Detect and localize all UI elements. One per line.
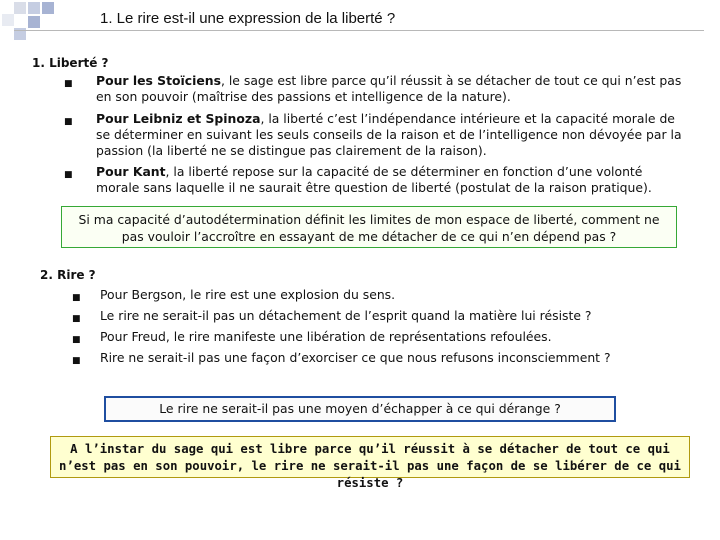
item-bold: Pour Kant [96,164,166,179]
section2-question-box: Le rire ne serait-il pas une moyen d’échapper à ce qui dérange ? [104,396,616,422]
bullet-icon: ■ [72,335,81,345]
section1-item-text [96,73,684,105]
deco-square [14,2,26,14]
title-underline [14,30,704,31]
section2-item-text: Le rire ne serait-il pas un détachement de l’esprit quand la matière lui résiste ? [100,308,592,323]
section2-item-text: Pour Freud, le rire manifeste une libération de représentations refoulées. [100,329,552,344]
bullet-icon: ■ [64,170,73,180]
deco-square [42,2,54,14]
section2-heading: 2. Rire ? [40,268,96,282]
section1-question-box: Si ma capacité d’autodétermination définit les limites de mon espace de liberté, comment ne pas vouloir l’accroître en essayant de me détacher de ce qui n’en dépend pas ? [61,206,677,248]
deco-square [2,14,14,26]
deco-square [28,16,40,28]
bullet-icon: ■ [64,117,73,127]
item-bold: Pour les Stoïciens [96,73,221,88]
item-bold: Pour Leibniz et Spinoza [96,111,261,126]
section2-item-text: Pour Bergson, le rire est une explosion du sens. [100,287,396,302]
item-rest: , le sage est libre parce qu’il réussit à se détacher de tout ce qui n’est pas en son pouvoir (maîtrise des passions et intelligence de la nature). [96,73,682,104]
page-title: 1. Le rire est-il une expression de la liberté ? [100,10,396,27]
bullet-icon: ■ [72,356,81,366]
conclusion-box: A l’instar du sage qui est libre parce qu’il réussit à se détacher de tout ce qui n’est pas en son pouvoir, le rire ne serait-il pas une façon de se libérer de ce qui résiste ? [50,436,690,478]
bullet-icon: ■ [72,314,81,324]
bullet-icon: ■ [64,79,73,89]
item-rest: , la liberté repose sur la capacité de se déterminer en fonction d’une volonté morale sans laquelle il ne saurait être question de liberté (postulat de la raison pratique). [96,164,652,195]
section2-item-text: Rire ne serait-il pas une façon d’exorciser ce que nous refusons inconsciemment ? [100,350,611,365]
section1-item-text [96,111,684,159]
deco-square [28,2,40,14]
section1-item-text [96,164,684,196]
section1-heading: 1. Liberté ? [32,56,109,70]
item-rest: , la liberté c’est l’indépendance intérieure et la capacité morale de se déterminer en suivant les seuls conseils de la raison et de l’intelligence non dévoyée par la passion (la liberté ne se distingue pas clairement de la raison). [96,111,682,158]
corner-decoration [0,0,90,44]
bullet-icon: ■ [72,293,81,303]
